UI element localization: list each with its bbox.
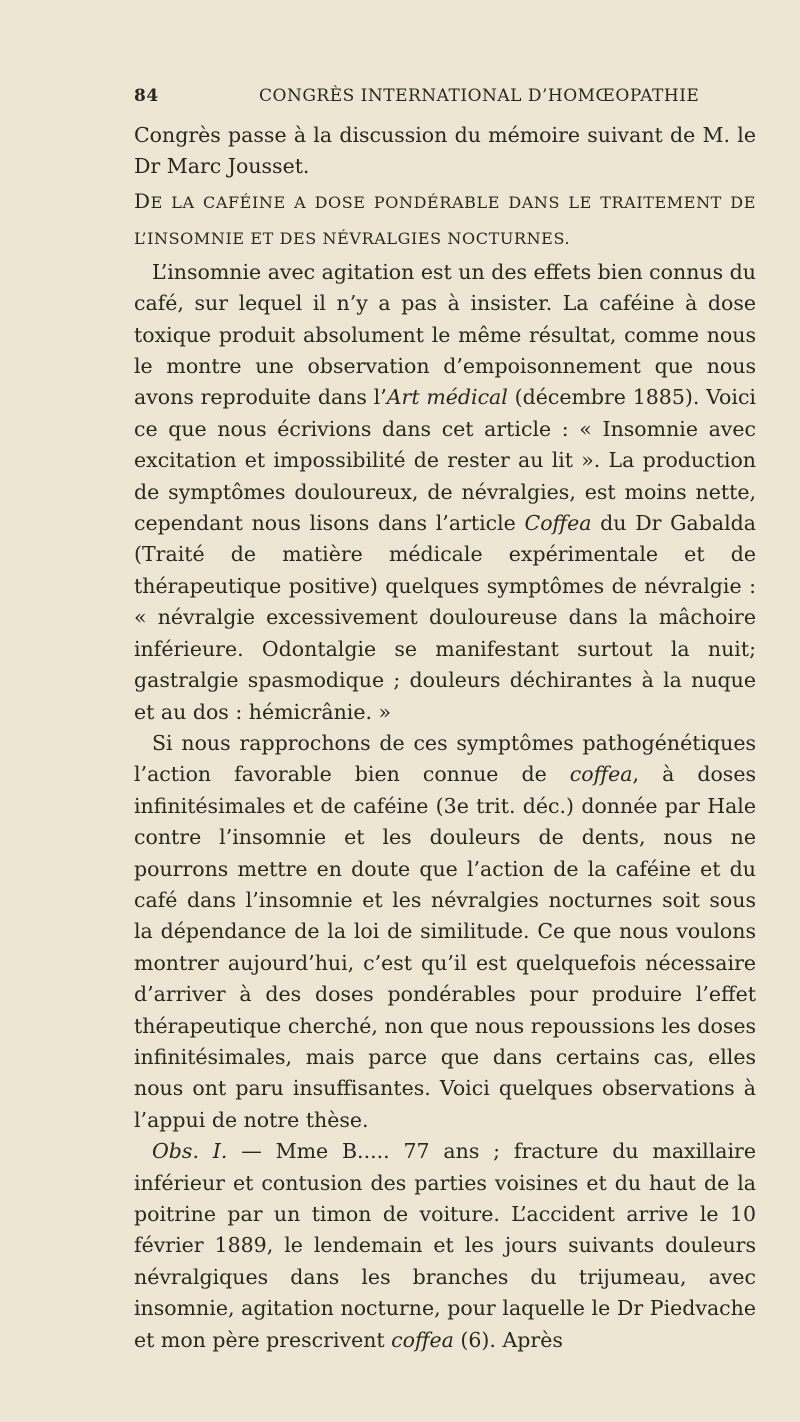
p1-part2: (décembre 1885). Voici ce que nous écrivions dans cet article : « Insomnie avec excitation et impossibilité de rester au lit ». La production de symptômes douloureux, de névralgies, est moins nette, cependant nous lisons dans l’article: [134, 385, 756, 536]
page-number: 84: [134, 86, 159, 106]
paragraph-insomnie: [134, 257, 756, 728]
paragraph-observation-1: [134, 1136, 756, 1356]
p3-part2: (6). Après: [453, 1327, 563, 1352]
p3-part1: — Mme B..... 77 ans ; fracture du maxillaire inférieur et contusion des parties voisines et du haut de la poitrine par un timon de voiture. L’accident arrive le 10 février 1889, le lendemain et les jours suivants douleurs névralgiques dans les branches du trijumeau, avec insomnie, agitation nocturne, pour laquelle le Dr Piedvache et mon père prescrivent: [134, 1139, 756, 1352]
p2-part2: , à doses infinitésimales et de caféine (3e trit. déc.) donnée par Hale contre l’insomnie et les douleurs de dents, nous ne pourrons mettre en doute que l’action de la caféine et du café dans l’insomnie et les névralgies nocturnes soit sous la dépendance de la loi de similitude. Ce que nous voulons montrer aujourd’hui, c’est qu’il est quelquefois nécessaire d’arriver à des doses pondérables pour produire l’effet thérapeutique cherché, non que nous repoussions les doses infinitésimales, mais parce que dans certains cas, elles nous ont paru insuffisantes. Voici quelques observations à l’appui de notre thèse.: [134, 762, 756, 1132]
section-title-rest: E LA CAFÉINE A DOSE PONDÉRABLE DANS LE TRAITEMENT DE L’INSOMNIE ET DES NÉVRALGIES NOCTURNES.: [134, 192, 756, 248]
running-title: CONGRÈS INTERNATIONAL D’HOMŒOPATHIE: [259, 86, 700, 106]
body-text: [134, 120, 756, 1356]
section-title: [134, 183, 756, 257]
p1-part1: L’insomnie avec agitation est un des effets bien connus du café, sur lequel il n’y a pas à insister. La caféine à dose toxique produit absolument le même résultat, comme nous le montre une observation d’empoisonnement que nous avons reproduite dans l’: [134, 259, 756, 410]
p2-part1: Si nous rapprochons de ces symptômes pathogénétiques l’action favorable bien connue de: [134, 730, 756, 787]
obs-label: Obs. I.: [152, 1139, 228, 1164]
p2-coffea: coffea: [569, 762, 633, 787]
p1-part3: du Dr Gabalda (Traité de matière médicale expérimentale et de thérapeutique positive) quelques symptômes de névralgie : « névralgie excessivement douloureuse dans la mâchoire inférieure. Odontalgie se manifestant surtout la nuit; gastralgie spasmodique ; douleurs déchirantes à la nuque et au dos : hémicrânie. »: [134, 511, 756, 724]
paragraph-rapprochons: [134, 728, 756, 1136]
p3-coffea: coffea: [391, 1327, 454, 1352]
intro-paragraph: Congrès passe à la discussion du mémoire suivant de M. le Dr Marc Jousset.: [134, 123, 756, 179]
p1-coffea: Coffea: [524, 511, 592, 536]
section-title-initial: D: [134, 188, 151, 213]
p1-art-medical: Art médical: [386, 385, 508, 410]
